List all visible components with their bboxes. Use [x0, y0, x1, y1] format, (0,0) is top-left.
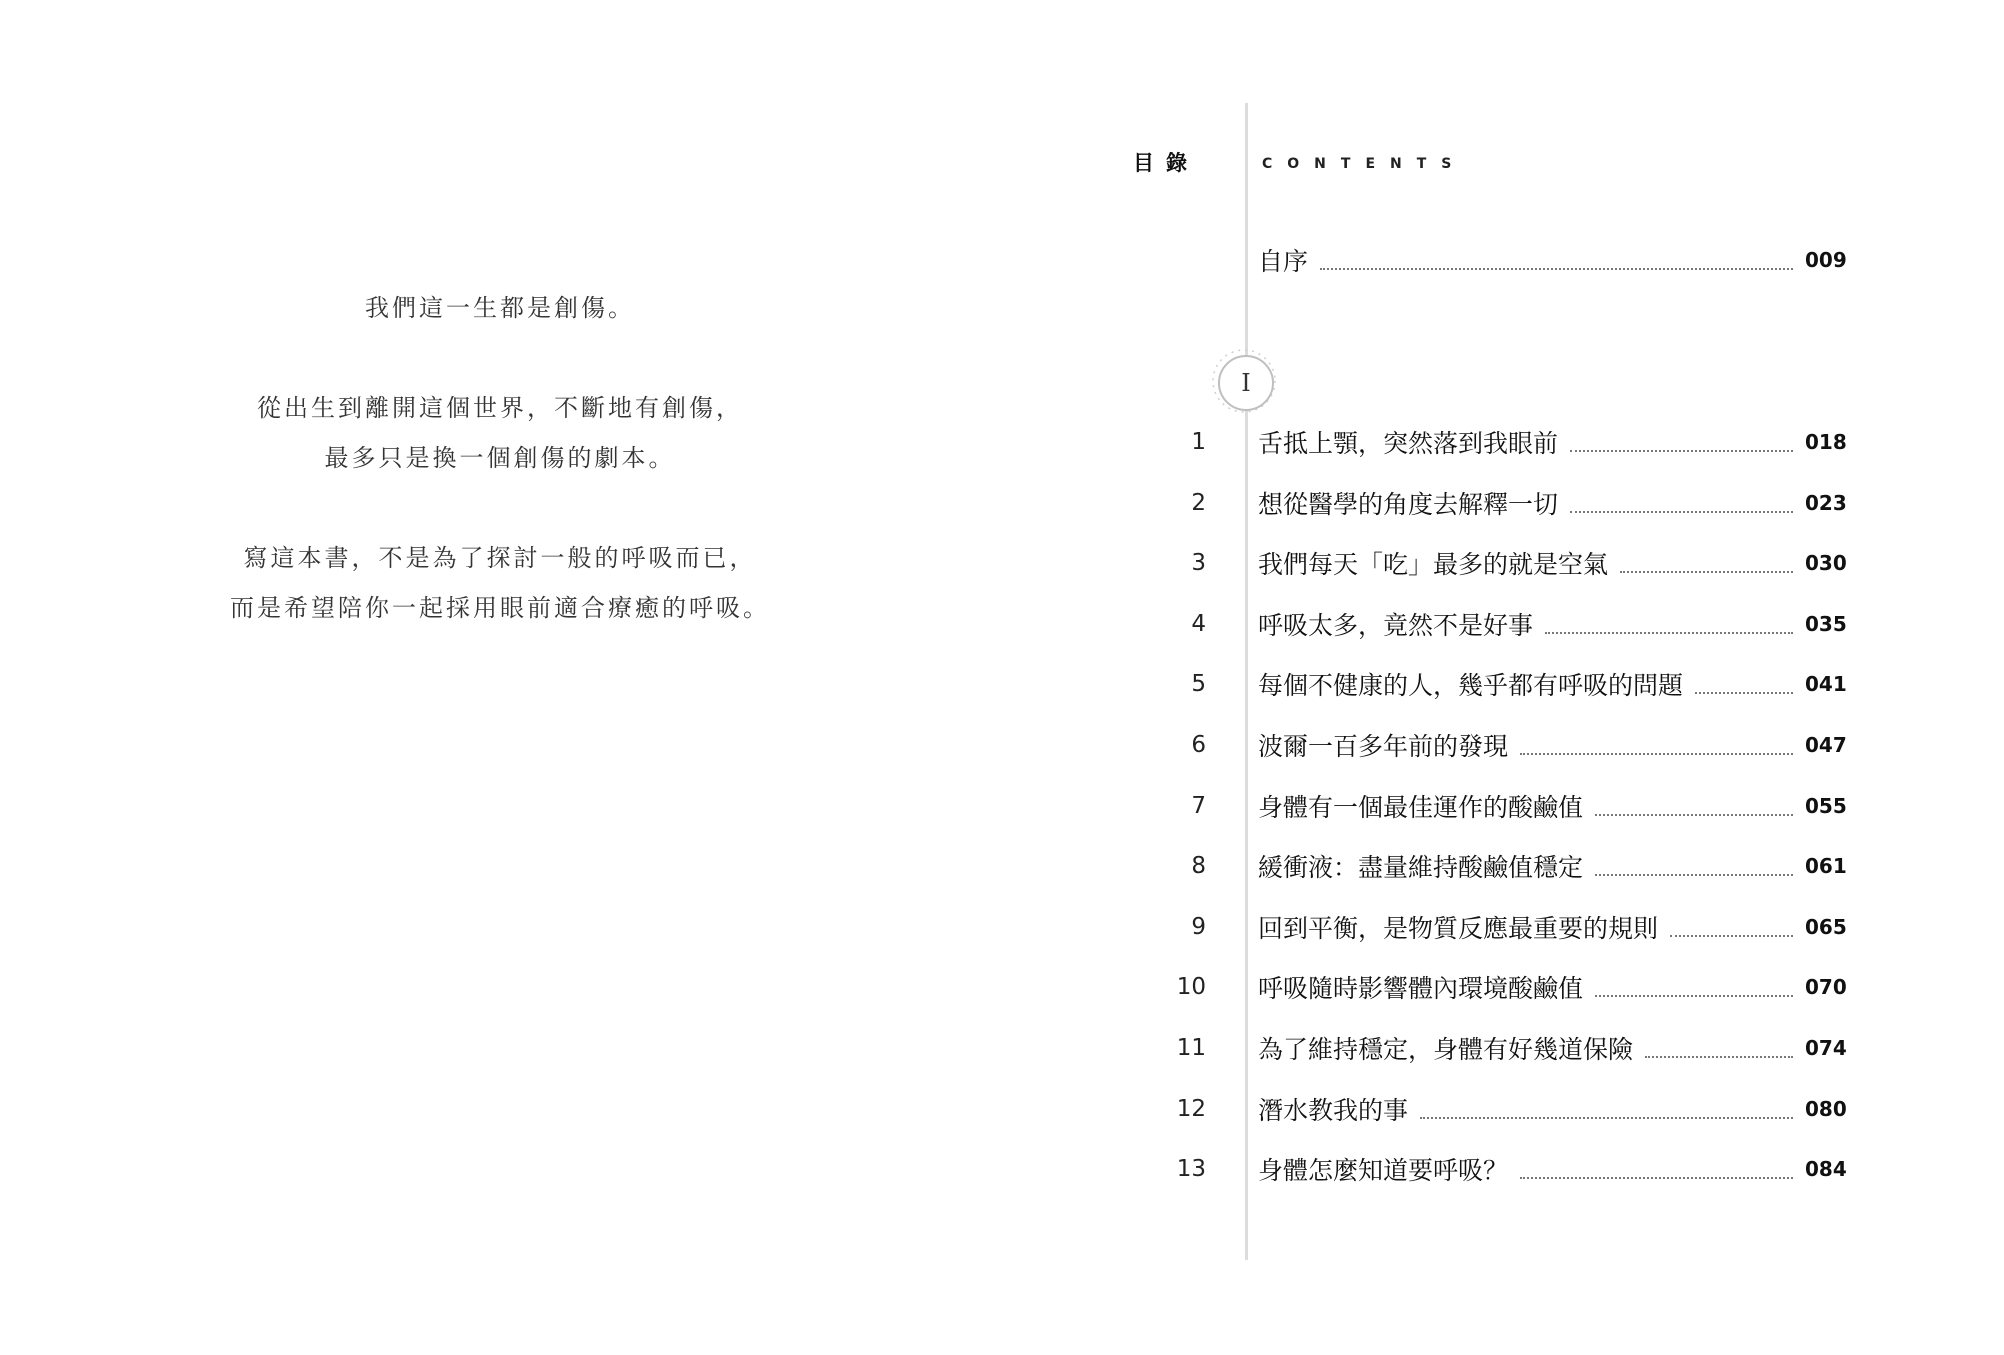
dot-leader	[1320, 268, 1793, 270]
chapter-page-number: 047	[1805, 733, 1847, 757]
left-page	[0, 0, 1000, 1355]
chapter-title: 呼吸隨時影響體內環境酸鹼值	[1258, 974, 1584, 1004]
toc-chapter-entry[interactable]	[1150, 1149, 1850, 1189]
toc-chapter-entry[interactable]	[1150, 786, 1850, 826]
chapter-number: 3	[1191, 550, 1206, 577]
chapter-number: 12	[1176, 1095, 1206, 1122]
toc-title-chinese: 目錄	[1133, 151, 1199, 175]
part-badge: I	[1218, 355, 1274, 411]
chapter-title: 潛水教我的事	[1258, 1095, 1409, 1125]
chapter-number: 1	[1191, 429, 1206, 455]
chapter-number: 5	[1191, 671, 1206, 698]
chapter-page-number: 061	[1805, 854, 1847, 879]
dot-leader	[1670, 935, 1793, 937]
epigraph-line: 而是希望陪你一起採用眼前適合療癒的呼吸。	[230, 594, 770, 622]
dot-leader	[1620, 571, 1793, 573]
toc-chapter-entry[interactable]	[1150, 1028, 1850, 1068]
toc-preface-entry[interactable]	[1150, 240, 1850, 280]
toc-chapter-entry[interactable]	[1150, 483, 1850, 523]
dot-leader	[1595, 814, 1793, 816]
chapter-title: 想從醫學的角度去解釋一切	[1258, 489, 1559, 519]
chapter-title: 為了維持穩定，身體有好幾道保險	[1258, 1035, 1634, 1064]
dot-leader	[1545, 632, 1793, 634]
chapter-page-number: 065	[1805, 914, 1847, 939]
toc-title-english: CONTENTS	[1262, 156, 1467, 172]
toc-chapter-entry[interactable]	[1150, 664, 1850, 704]
epigraph-line: 從出生到離開這個世界，不斷地有創傷，	[257, 394, 743, 422]
chapter-title: 回到平衡，是物質反應最重要的規則	[1258, 913, 1659, 943]
toc-chapter-entry[interactable]	[1150, 967, 1850, 1007]
chapter-page-number: 074	[1805, 1036, 1847, 1060]
preface-page-number: 009	[1805, 248, 1847, 272]
dot-leader	[1645, 1056, 1793, 1058]
epigraph	[200, 283, 800, 633]
toc-chapter-entry[interactable]	[1150, 1089, 1850, 1129]
epigraph-paragraph-2	[200, 383, 800, 483]
dot-leader	[1595, 995, 1793, 997]
chapter-number: 11	[1176, 1035, 1206, 1061]
chapter-page-number: 055	[1805, 793, 1847, 818]
epigraph-line: 我們這一生都是創傷。	[365, 294, 635, 322]
toc-chapter-entry[interactable]	[1150, 725, 1850, 765]
chapter-number: 8	[1191, 853, 1206, 880]
epigraph-paragraph-1	[200, 283, 800, 333]
chapter-number: 2	[1191, 489, 1206, 516]
chapter-page-number: 030	[1805, 551, 1847, 576]
chapter-title: 身體有一個最佳運作的酸鹼值	[1258, 792, 1584, 822]
toc-chapter-entry[interactable]	[1150, 846, 1850, 886]
chapter-page-number: 035	[1805, 611, 1847, 636]
chapter-page-number: 080	[1805, 1096, 1847, 1121]
chapter-title: 身體怎麼知道要呼吸？	[1258, 1156, 1509, 1186]
epigraph-line: 寫這本書，不是為了探討一般的呼吸而已，	[243, 544, 757, 572]
chapter-number: 4	[1191, 610, 1206, 637]
epigraph-paragraph-3	[200, 533, 800, 633]
chapter-title: 呼吸太多，竟然不是好事	[1258, 610, 1534, 640]
chapter-number: 7	[1191, 792, 1206, 819]
chapter-number: 6	[1191, 732, 1206, 758]
chapter-title: 我們每天「吃」最多的就是空氣	[1258, 550, 1609, 580]
epigraph-line: 最多只是換一個創傷的劇本。	[324, 444, 676, 472]
chapter-page-number: 084	[1805, 1157, 1847, 1182]
toc-chapter-entry[interactable]	[1150, 422, 1850, 462]
dot-leader	[1570, 511, 1793, 513]
dot-leader	[1420, 1117, 1793, 1119]
chapter-page-number: 018	[1805, 430, 1847, 454]
chapter-number: 13	[1176, 1156, 1206, 1183]
toc-chapter-entry[interactable]	[1150, 907, 1850, 947]
chapter-title: 舌抵上顎，突然落到我眼前	[1258, 429, 1559, 458]
chapter-page-number: 023	[1805, 490, 1847, 515]
preface-label: 自序	[1258, 247, 1309, 276]
chapter-page-number: 070	[1805, 975, 1847, 1000]
chapter-title: 緩衝液：盡量維持酸鹼值穩定	[1258, 853, 1584, 883]
chapter-number: 10	[1176, 974, 1206, 1001]
chapter-number: 9	[1191, 913, 1206, 940]
dot-leader	[1695, 692, 1793, 694]
chapter-title: 每個不健康的人，幾乎都有呼吸的問題	[1258, 671, 1684, 701]
dot-leader	[1570, 450, 1793, 452]
chapter-page-number: 041	[1805, 672, 1847, 697]
dot-leader	[1595, 874, 1793, 876]
toc-chapter-entry[interactable]	[1150, 604, 1850, 644]
chapter-title: 波爾一百多年前的發現	[1258, 732, 1509, 761]
dot-leader	[1520, 753, 1793, 755]
toc-chapter-entry[interactable]	[1150, 543, 1850, 583]
dot-leader	[1520, 1177, 1793, 1179]
